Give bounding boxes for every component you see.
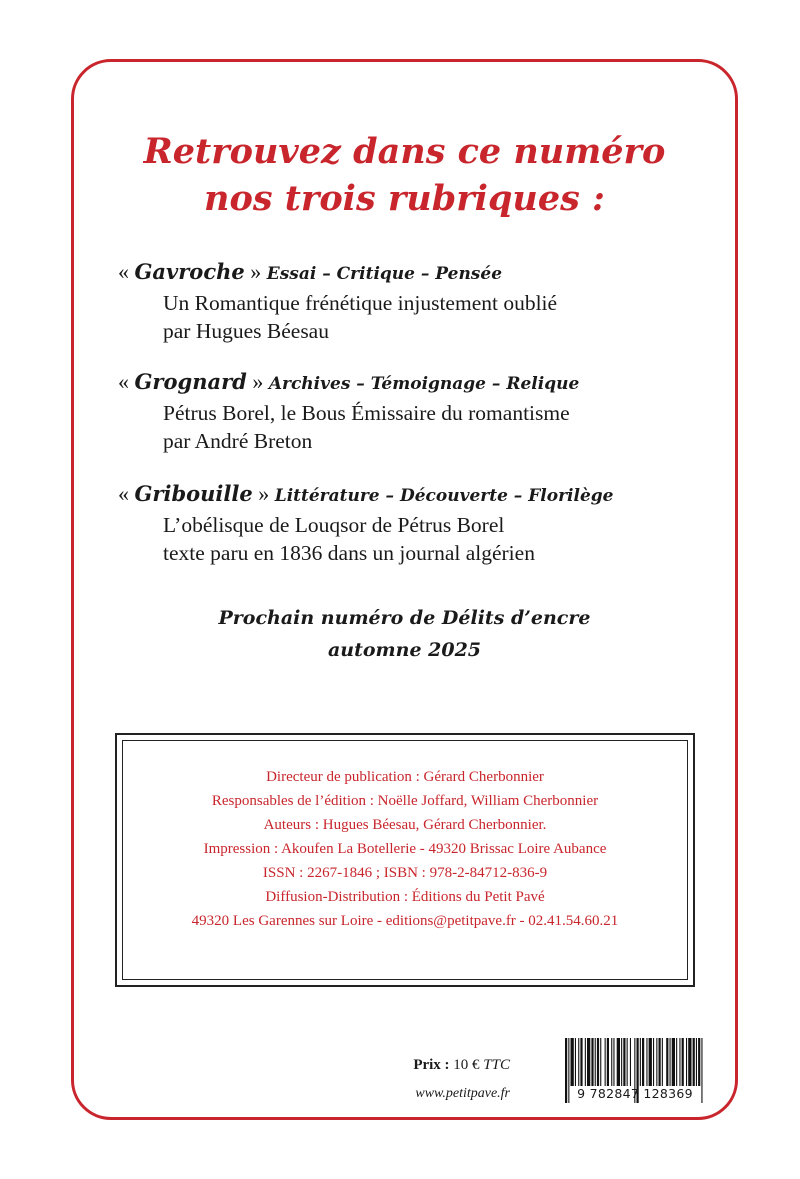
rubric-gribouille <box>118 479 718 567</box>
rubric-name: Gribouille <box>134 481 253 506</box>
next-issue-line-2: automne 2025 <box>327 639 482 661</box>
rubric-grognard <box>118 367 718 455</box>
rubric-author: texte paru en 1836 dans un journal algérien <box>163 541 535 565</box>
website-url: www.petitpave.fr <box>415 1086 510 1101</box>
rubric-categories: Essai – Critique – Pensée <box>266 264 503 284</box>
rubric-author: par Hugues Béesau <box>163 319 329 343</box>
open-quote: « <box>118 481 129 506</box>
next-issue <box>71 602 738 666</box>
credits-box <box>115 733 695 987</box>
credit-editors: Responsables de l’édition : Noëlle Joffard, William Cherbonnier <box>211 793 599 809</box>
credit-issn-isbn: ISSN : 2267-1846 ; ISBN : 978-2-84712-836-9 <box>262 865 548 881</box>
price-amount: 10 € <box>453 1057 480 1073</box>
heading <box>71 128 738 222</box>
rubric-gavroche <box>118 257 718 345</box>
credits-text <box>117 765 693 933</box>
open-quote: « <box>118 369 129 394</box>
rubric-author: par André Breton <box>163 429 313 453</box>
rubric-name: Grognard <box>134 369 247 394</box>
rubric-name: Gavroche <box>134 259 245 284</box>
price-label: Prix : <box>413 1057 450 1073</box>
heading-line-2: nos trois rubriques : <box>204 178 605 219</box>
rubric-title: L’obélisque de Louqsor de Pétrus Borel <box>163 513 505 537</box>
credit-distribution: Diffusion-Distribution : Éditions du Petit Pavé <box>265 889 545 905</box>
open-quote: « <box>118 259 129 284</box>
barcode-number: 9 782847 128369 <box>577 1086 693 1101</box>
close-quote: » <box>252 369 264 394</box>
credit-contact: 49320 Les Garennes sur Loire - editions@petitpave.fr - 02.41.54.60.21 <box>191 913 619 929</box>
price-tax: TTC <box>483 1057 510 1073</box>
price <box>413 1057 510 1074</box>
close-quote: » <box>258 481 270 506</box>
rubric-header <box>118 479 718 511</box>
close-quote: » <box>250 259 262 284</box>
credit-authors: Auteurs : Hugues Béesau, Gérard Cherbonnier. <box>263 817 547 833</box>
rubric-header <box>118 257 718 289</box>
rubric-categories: Archives – Témoignage – Relique <box>268 374 580 394</box>
heading-line-1: Retrouvez dans ce numéro <box>143 131 666 172</box>
credit-director: Directeur de publication : Gérard Cherbonnier <box>266 769 544 785</box>
next-issue-line-1: Prochain numéro de Délits d’encre <box>218 607 591 629</box>
rubric-header <box>118 367 718 399</box>
credit-printing: Impression : Akoufen La Botellerie - 49320 Brissac Loire Aubance <box>203 841 607 857</box>
rubric-title: Pétrus Borel, le Bous Émissaire du romantisme <box>163 401 570 425</box>
rubric-categories: Littérature – Découverte – Florilège <box>274 486 614 506</box>
rubric-title: Un Romantique frénétique injustement oublié <box>163 291 558 315</box>
